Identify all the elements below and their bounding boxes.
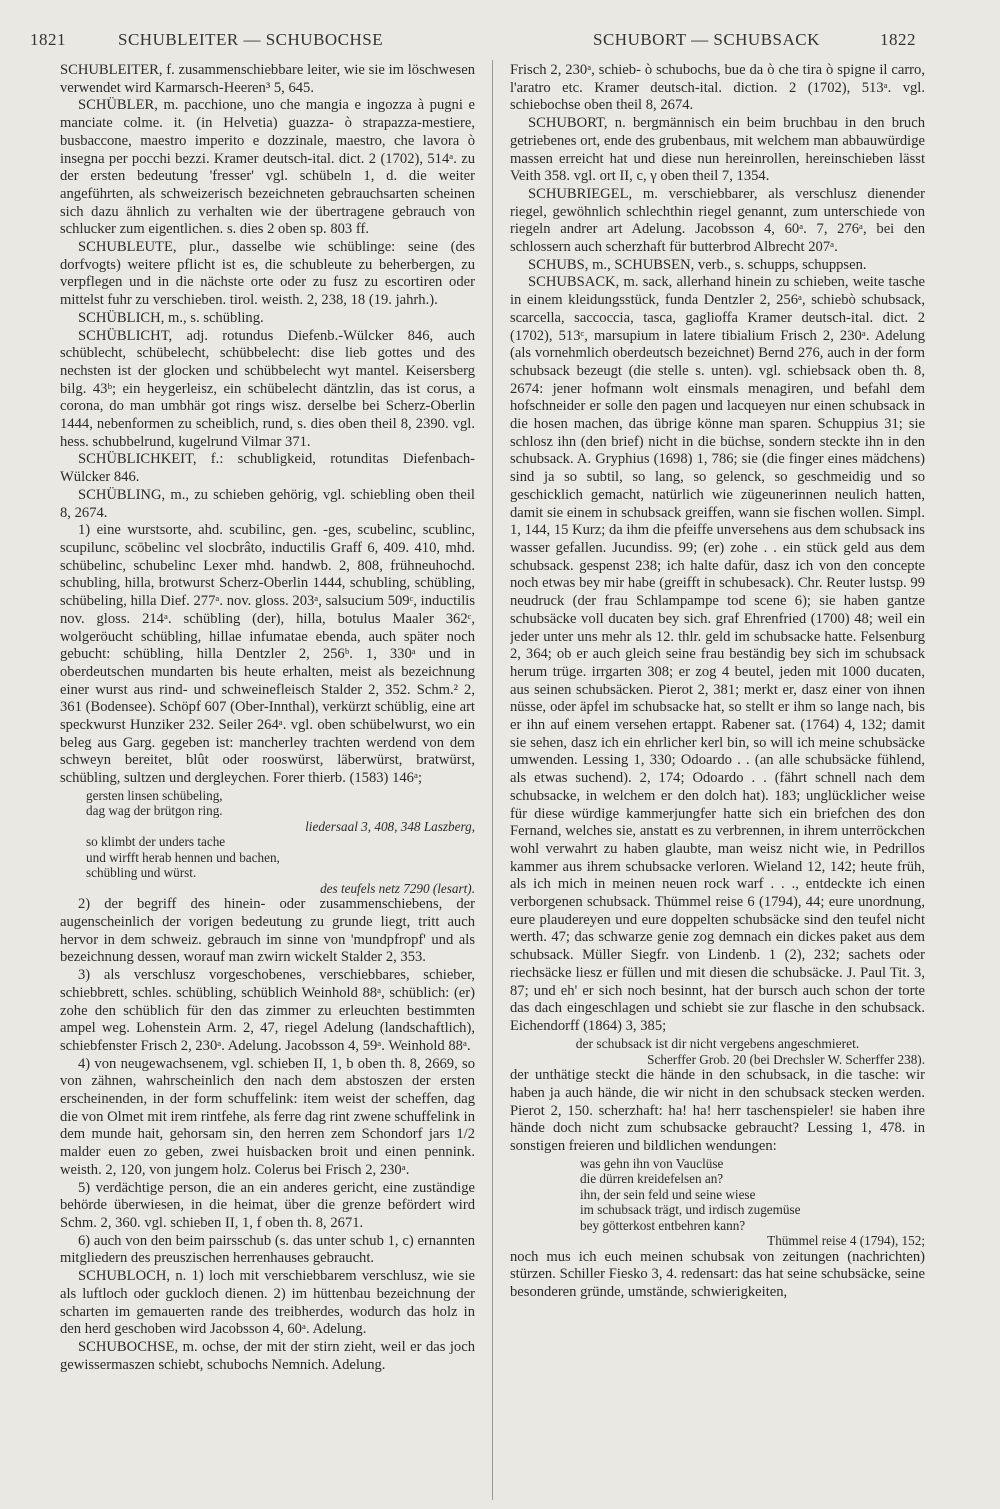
- entry-schuebling: SCHÜBLING, m., zu schieben gehörig, vgl. schiebling oben theil 8, 2674.: [60, 486, 475, 521]
- entry-schuebler: SCHÜBLER, m. pacchione, uno che mangia e ingozza à pugni e manciate colme. it. (in Helvetia) guazza- ò strapazza-mestiere, busbaccone, maestro imperito e dozzinale, maestro, che lavora ò insegna per pocchi bezzi. Kramer deutsch-ital. dict. 2 (1702), 514ᵃ. zu der ersten bedeutung 'fresser' vgl. schübeln 1, d. die weiter angeführten, als schweizerisch bezeichneten gebrauchsarten scheinen sich dazu ähnlich zu verhalten wie der übertragene gebrauch von schlucker zum eigentlichen. s. dies 2 oben sp. 803 ff.: [60, 97, 475, 238]
- schubsack-continued: noch mus ich euch meinen schubsak von zeitungen (nachrichten) stürzen. Schiller Fiesko 3, 4. redensart: das hat seine schubsäcke, seine besonderen gründe, umstände, schwierigkeiten,: [510, 1248, 925, 1301]
- schuebling-sense-5: 5) verdächtige person, die an ein anderes gericht, eine zuständige behörde überwiesen, in die heimat, über die grenze befördert wird Schm. 2, 360. vgl. schieben II, 1, f oben th. 8, 2671.: [60, 1179, 475, 1231]
- entry-schubort: SCHUBORT, n. bergmännisch ein beim bruchbau in den bruch getriebenes ort, ende des grubenbaus, mit welchem man abbauwürdige massen erreicht hat und diese nun hereinrollen, hereinschieben lässt Veith 358. vgl. ort II, c, γ oben theil 7, 1354.: [510, 115, 925, 185]
- page-number-left: 1821: [30, 30, 66, 49]
- right-column: [510, 62, 925, 1507]
- entry-schueblichkeit: SCHÜBLICHKEIT, f.: schubligkeid, rotunditas Diefenbach-Wülcker 846.: [60, 451, 475, 486]
- verse-quote: was gehn ihn von Vauclüse die dürren kreidefelsen an? ihn, der sein feld und seine wiese im schubsack trägt, und irdisch zugemüse bey götterkost entbehren kann?: [580, 1155, 801, 1233]
- verse-quote: so klimbt der unders tache und wirfft herab hennen und bachen, schübling und würst.: [86, 834, 280, 881]
- column-divider: [492, 60, 493, 1500]
- schuebling-sense-3: 3) als verschlusz vorgeschobenes, verschiebbares, schieber, schiebbrett, schles. schübling, schüblich Weinhold 88ᵃ, schüblich: (er) zohe den schüblich für den das zimmer zu erleuchten bestimmten ampel weg. Lohenstein Arm. 2, 47, riegel Adelung (landschaftlich), schiebfenster Frisch 2, 230ᵃ. Adelung. Jacobsson 4, 59ᵃ. Weinhold 88ᵃ.: [60, 967, 475, 1054]
- header-title-left: SCHUBLEITER — SCHUBOCHSE: [118, 30, 384, 49]
- verse-source: liedersaal 3, 408, 348 Laszberg,: [305, 818, 475, 834]
- entry-schubsack: SCHUBSACK, m. sack, allerhand hinein zu schieben, weite tasche in einem kleidungsstück, funda Dentzler 2, 256ᵃ, schiebò schubsack, scarcella, saccoccia, tasca, gaglioffa Kramer deutsch-ital. dict. 2 (1702), 513ᶜ, marsupium in latere tibialium Frisch 2, 230ᵃ. Adelung (als vornehmlich oberdeutsch bezeichnet) Bernd 276, auch in der form schubsack bezeugt (die stelle s. unten). vgl. schiebsack oben th. 8, 2674: jener hofmann wolt einsmals menagiren, und befahl dem hofschneider er solle den pagen und lacqueyen nur einen schubsack in die hosen machen, das übrige könne man sparen. Schuppius 31; sie schlosz ihn (den brief) nicht in die büchse, sondern steckte ihn in den schubsack. A. Gryphius (1698) 1, 786; sie (die finger eines mädchens) sind ja so subtil, so lang, so gelenck, so geschmeidig und so geschicklich gemacht, natürlich wie zügeunerinnen neulich hatten, damit sie einem in schubsack greiffen, wann sie fischen wollen. Simpl. 1, 144, 15 Kurz; da ihm die pfeiffe unversehens aus dem schubsack ins wasser gefallen. Jucundiss. 99; (er) zohe . . ein stück geld aus dem schubsack. gespenst 238; ich halte dafür, dasz ich von den concepte noch etwas bey mir habe (greifft in schubesack). Chr. Reuter lustsp. 99 neudruck (der frau Schlampampe tod scene 6); sie haben gantze schubsäcke voll ducaten bey sich. graf Ehrenfried (1700) 48; weil ein jeder unter uns mehr als 12. thlr. geld im schubsacke hatte. Felsenburg 2, 364; ob er auch gleich seine frau beständig bey sich im schubsack herum trüge. irrgarten 308; er zog 4 beutel, jeden mit 1000 ducaten, aus seinen schubsäcken. Pierot 2, 381; merkt er, dasz einer von ihnen nüsse, oder äpfel im schubsacke hat, so stellt er ihm so lange nach, bis er ihn auf einem versehen ertappt. Rabener sat. (1764) 4, 132; damit sie sehen, dasz ich ein ehrlicher kerl bin, so will ich meine schubsäcke umwenden. Lessing 1, 330; Odoardo . . (an alle schubsäcke fühlend, als etwas suchend). 2, 174; Odoardo . . (fährt schnell nach dem schubsacke, in welchem er den dolch hat). 183; unglücklicher weise für diese würdige kammerjungfer hatte sich ein briefchen des don Fernand, welches sie, anstatt es zu verbrennen, in ihrem unterröckchen wohl verwahrt zu haben glaubte, man weisz nicht wie, in Pedrillos kammer aus ihrem schubsacke verloren. Wieland 12, 142; heute früh, als ich mich in meinen neuen rock warf . . ., entdeckte ich einen verborgenen schubsack. Thümmel reise 6 (1794), 44; eure unordnung, eure plaudereyen und eure doppelten schubsäcke sind den teufel nicht werth. 47; das schwarze genie zog demnach ein dickes paket aus dem schubsack. Müller Siegfr. von Lindenb. 1 (2), 232; sachets oder riechsäcke liesz er füllen und mit diesen die schubsäcke. J. Paul Tit. 3, 87; und eh' er sich noch besinnt, hat der bursch auch schon der torte das dach eingeschlagen und schiebt sie zur flasche in den schubsack. Eichendorff (1864) 3, 385;: [510, 274, 925, 1034]
- schuebling-sense-1: 1) eine wurstsorte, ahd. scubilinc, gen. -ges, scubelinc, scublinc, scupilunc, scōbelinc vel slocbrâto, inductilis Graff 6, 409. 410, mhd. schübelinc, schubelinc Lexer mhd. handwb. 2, 808, frühneuhochd. schubling, hilla, brotwurst Scherz-Oberlin 1444, schubling, schübling, schübeling, hilla Dief. 277ᵃ. nov. gloss. 203ᵃ, salsucium 509ᶜ, inductilis nov. gloss. 214ᵃ. schübling (der), hilla, botulus Maaler 362ᶜ, wolgeröucht schübling, hillae infumatae ebenda, auch später noch gebucht: schübling, hilla Dentzler 2, 256ᵇ. 1, 330ᵃ und in oberdeutschen mundarten bis heute erhalten, meist als bezeichnung einer wurst aus rind- und schweinefleisch Stalder 2, 352. Schm.² 2, 361 (Bodensee). Schöpf 607 (Ober-Innthal), verkürzt schüblig, eine art speckwurst Hunziker 232. Seiler 264ᵃ. vgl. oben schübelwurst, wo ein beleg aus Garg. gegeben ist: mancherley trachten werdend von dem schweyn bereitet, blût oder rooswürst, läberwürst, bratwürst, schübling, sultzen und dergleychen. Forer thierb. (1583) 146ᵃ;: [60, 522, 475, 787]
- entry-schubriegel: SCHUBRIEGEL, m. verschiebbarer, als verschlusz dienender riegel, gewöhnlich schlechthin riegel genannt, zum unterschiede von riegeln andrer art Adelung. Jacobsson 4, 60ᵃ. 7, 276ᵃ, bei den schlossern auch scherzhaft für butterbrod Albrecht 207ᵃ.: [510, 185, 925, 256]
- schuebling-sense-6: 6) auch von den beim pairsschub (s. das unter schub 1, c) ernannten mitgliedern des preuszischen herrenhauses gebraucht.: [60, 1232, 475, 1267]
- entry-schubs: SCHUBS, m., SCHUBSEN, verb., s. schupps, schuppsen.: [528, 256, 867, 273]
- schuebling-sense-2: 2) der begriff des hinein- oder zusammenschiebens, der augenscheinlich der vorigen bedeutung zu grunde liegt, tritt auch hervor in dem schweiz. gebrauch im sinne von 'mundpfropf' und als bezeichnung dessen, worauf man zwirn wickelt Stalder 2, 353.: [60, 896, 475, 966]
- page-number-right: 1822: [880, 30, 916, 49]
- entry-schueblich: SCHÜBLICH, m., s. schübling.: [78, 309, 264, 326]
- entry-schubloch: SCHUBLOCH, n. 1) loch mit verschiebbarem verschlusz, wie sie als luftloch oder guckloch dienen. 2) im hüttenbau bezeichnung der scharten im gemauerten rande des treibherdes, wodurch das holz in den herd geschoben wird Jacobsson 4, 60ᵃ. Adelung.: [60, 1268, 475, 1338]
- verse-source: des teufels netz 7290 (lesart).: [320, 880, 475, 896]
- left-column: [60, 62, 475, 1507]
- schuebling-sense-4: 4) von neugewachsenem, vgl. schieben II, 1, b oben th. 8, 2669, so von zähnen, wahrscheinlich den nach dem abstoszen der ersten erscheinenden, in der form schuffelink: item weist der scheffen, dag die von Olmet mit irem rintfehe, als ferre dag rint zwene schuffelink in dem munde hait, gehorsam sin, den herren zem Schondorf jars 1/2 malder euen zo geben, zwei huisbacken broit und einen pennink. weisth. 2, 120, von jungem holz. Colerus bei Frisch 2, 230ᵃ.: [60, 1055, 475, 1178]
- header-title-right: SCHUBORT — SCHUBSACK: [593, 30, 820, 49]
- verse-quote: der schubsack ist dir nicht vergebens angeschmieret.: [575, 1035, 860, 1051]
- entry-schubochse: SCHUBOCHSE, m. ochse, der mit der stirn zieht, weil er das joch gewissermaszen schiebt, schubochs Nemnich. Adelung.: [60, 1338, 475, 1373]
- entry-schubochse-continued: Frisch 2, 230ᵃ, schieb- ò schubochs, bue da ò che tira ò spigne il carro, l'aratro etc. Kramer deutsch-ital. diction. 2 (1702), 513ᵃ. vgl. schiebochse oben theil 8, 2674.: [510, 62, 925, 114]
- entry-schubleiter: SCHUBLEITER, f. zusammenschiebbare leiter, wie sie im löschwesen verwendet wird Karmarsch-Heeren³ 5, 645.: [60, 62, 475, 96]
- schubsack-continued: der unthätige steckt die hände in den schubsack, in die tasche: wir haben ja auch hände, die wir nicht in den schubsack stecken werden. Pierot 2, 150. scherzhaft: ha! ha! herr taschenspieler! sie haben ihre hände doch nicht zum schubsacke gebraucht? Lessing 1, 478. in sonstigen freieren und bildlichen wendungen:: [510, 1067, 925, 1154]
- verse-source: Scherffer Grob. 20 (bei Drechsler W. Scherffer 238).: [647, 1051, 925, 1067]
- verse-source: Thümmel reise 4 (1794), 152;: [767, 1233, 925, 1249]
- entry-schueblicht: SCHÜBLICHT, adj. rotundus Diefenb.-Wülcker 846, auch schüblecht, schübelecht, schübbelecht: dise lieb gottes und des nechsten ist der glocken und schübbelecht wyt mantel. Keisersberg bilg. 43ᵇ; ein heygerleisz, ein schübelecht däntzlin, das ist corus, a corona, do man umbhär got rings wisz. derselbe bei Scherz-Oberlin 1444, nebenformen zu scheiblich, rund, s. dies oben theil 8, 2390. vgl. hess. schubbelrund, kugelrund Vilmar 371.: [60, 327, 475, 450]
- verse-quote: gersten linsen schübeling, dag wag der brütgon ring.: [86, 787, 223, 819]
- running-header: [0, 30, 1000, 54]
- entry-schubleute: SCHUBLEUTE, plur., dasselbe wie schüblinge: seine (des dorfvogts) weitere pflicht ist es, die schubleute zu beherbergen, zu verpflegen und in die nächste orte oder zu fusz zu escortiren oder mittelst fuhr zu verschieben. tirol. weisth. 2, 238, 18 (19. jahrh.).: [60, 239, 475, 309]
